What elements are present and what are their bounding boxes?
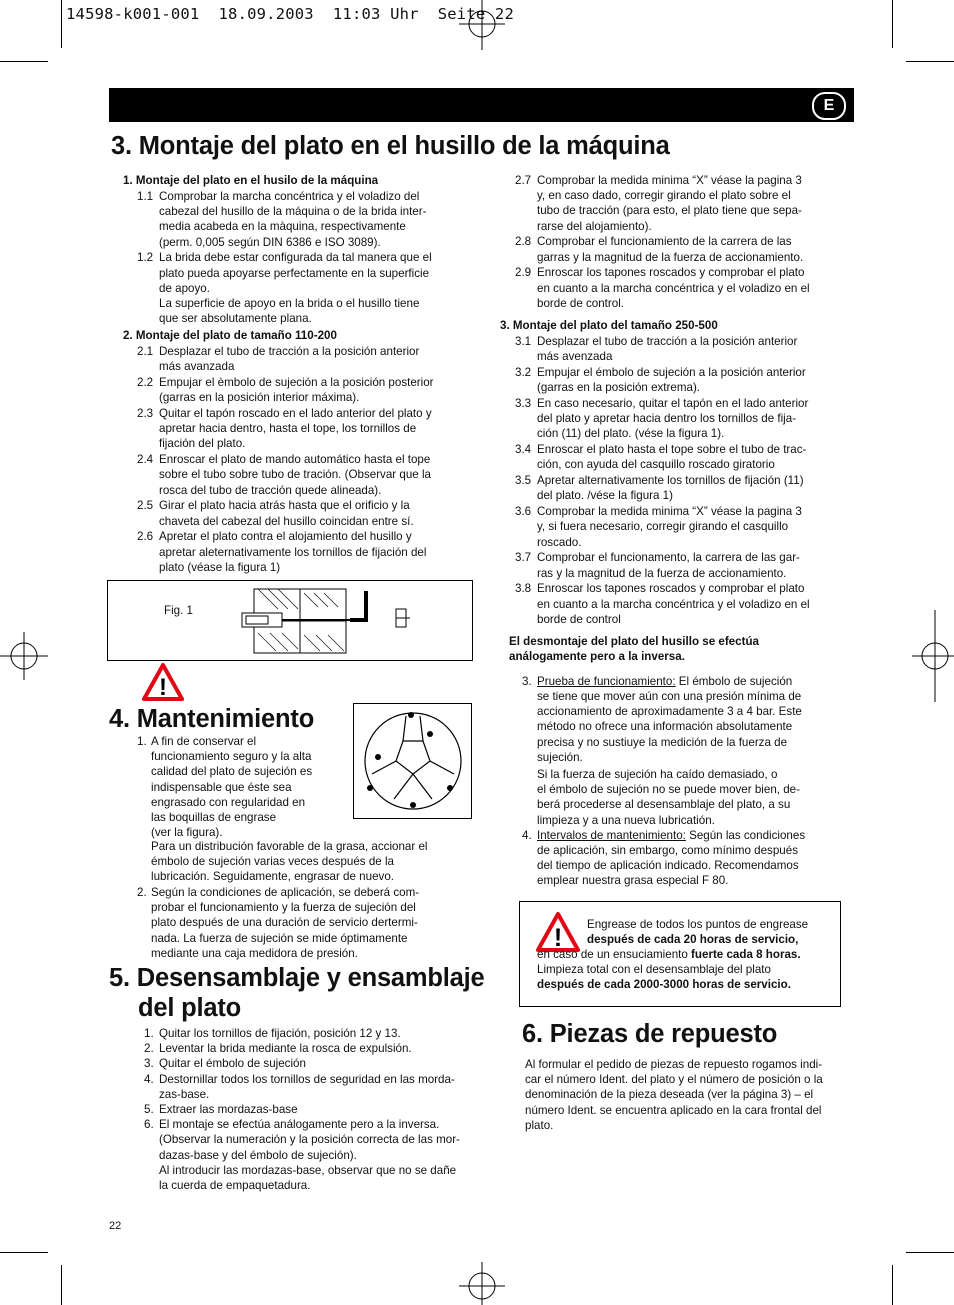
figure1-box bbox=[107, 580, 473, 661]
item-line: La brida debe estar configurada da tal manera que el bbox=[159, 251, 432, 265]
maint-item3-first bbox=[537, 674, 857, 689]
maint-item4-num: 4. bbox=[522, 829, 532, 842]
item-line: Comprobar el funcionamento, la carrera de las gar- bbox=[537, 551, 800, 565]
item-line: Apretar el plato contra el alojamiento del husillo y bbox=[159, 530, 412, 544]
item-line: ras y la magnitud de la fuerza de accionamiento. bbox=[537, 566, 787, 580]
item-number: 2.6 bbox=[137, 530, 154, 544]
maint-item1-num: 1. bbox=[137, 735, 147, 748]
item-line: borde de control bbox=[537, 612, 621, 626]
text-line: Al formular el pedido de piezas de repuesto rogamos indi- bbox=[525, 1058, 823, 1071]
item-line: Empujar el èmbolo de sujeción a la posición posterior bbox=[159, 376, 434, 389]
warn-line2: después de cada 20 horas de servicio, bbox=[587, 933, 799, 946]
item-line: y, en caso dado, corregir girando el plato sobre el bbox=[537, 189, 791, 203]
list-item bbox=[137, 498, 477, 528]
section5-title-line1: 5. Desensamblaje y ensamblaje bbox=[109, 964, 485, 992]
item-number: 2.1 bbox=[137, 345, 154, 358]
list-item bbox=[137, 344, 477, 374]
maint-item4-first-text: Según las condiciones bbox=[685, 829, 806, 842]
item-number: 6. bbox=[144, 1118, 154, 1132]
registration-mark-bottom bbox=[455, 1262, 509, 1305]
registration-mark-right bbox=[906, 606, 954, 706]
page-number: 22 bbox=[109, 1220, 122, 1232]
section6-text bbox=[525, 1057, 855, 1133]
item-line: borde de control. bbox=[537, 296, 625, 310]
list-item bbox=[515, 550, 855, 580]
item-line: Al introducir las mordazas-base, observar que no se dañe bbox=[159, 1163, 457, 1177]
item-number: 3. bbox=[144, 1057, 154, 1071]
item-line: Quitar los tornillos de fijación, posición 12 y 13. bbox=[159, 1027, 401, 1040]
maint-item1-extra bbox=[151, 839, 481, 885]
section6-title: 6. Piezas de repuesto bbox=[522, 1020, 778, 1048]
maint-item4-label: Intervalos de mantenimiento: bbox=[537, 829, 686, 842]
text-line: análogamente pero a la inversa. bbox=[509, 650, 685, 664]
sub2-continued-list bbox=[515, 173, 855, 312]
list-item bbox=[515, 334, 855, 364]
list-item bbox=[515, 365, 855, 395]
maint-item1 bbox=[151, 734, 351, 840]
warn-line1: Engrease de todos los puntos de engrease bbox=[587, 918, 809, 931]
list-item bbox=[515, 265, 855, 311]
item-number: 3.3 bbox=[515, 397, 532, 410]
item-line: (garras en la posición interior máxima). bbox=[159, 391, 360, 405]
item-line: apretar aleternativamente los tornillos de fijación del bbox=[159, 545, 427, 559]
item-line: que ser absolutamente plana. bbox=[159, 312, 312, 326]
list-item bbox=[515, 504, 855, 550]
list-item bbox=[515, 473, 855, 503]
text-line: engrasado con regularidad en bbox=[151, 795, 306, 809]
list-item bbox=[515, 234, 855, 264]
text-line: el émbolo de sujeción no se puede mover bien, de- bbox=[537, 783, 800, 797]
item-line: en cuanto a la marcha concéntrica y el voladizo en el bbox=[537, 597, 810, 611]
maint-item3-first-text: El émbolo de sujeción bbox=[675, 675, 793, 688]
item-line: plato (véase la figura 1) bbox=[159, 560, 281, 574]
dismount-note bbox=[509, 634, 849, 664]
text-line: del tiempo de aplicación indicado. Recomendamos bbox=[537, 859, 799, 873]
item-number: 2.5 bbox=[137, 499, 154, 513]
list-item bbox=[515, 396, 855, 442]
maint-item3-rest bbox=[537, 689, 857, 765]
item-line: cabezal del husillo de la máquina o de la brida inter- bbox=[159, 205, 427, 219]
item-line: Empujar el émbolo de sujeción a la posición anterior bbox=[537, 366, 806, 379]
item-number: 1.2 bbox=[137, 251, 154, 265]
item-line: chaveta del cabezal del husillo coincidan entre sí. bbox=[159, 514, 414, 528]
item-line: rarse del alojamiento). bbox=[537, 219, 652, 233]
warn-line3 bbox=[537, 947, 801, 962]
item-number: 2.4 bbox=[137, 453, 154, 467]
text-line: probar el funcionamiento y la fuerza de sujeción del bbox=[151, 901, 416, 915]
text-line: funcionamiento seguro y la alta bbox=[151, 750, 312, 764]
item-line: Enroscar el plato de mando automático hasta el tope bbox=[159, 453, 431, 467]
list-item bbox=[144, 1072, 504, 1102]
grease-nipple-figure bbox=[353, 703, 472, 819]
maint-item3-label: Prueba de funcionamiento: bbox=[537, 675, 676, 688]
item-line: y, si fuera necesario, corregir girando el casquillo bbox=[537, 520, 789, 534]
item-line: media acabeda en la màquina, respectivamente bbox=[159, 220, 406, 234]
text-line: El desmontaje del plato del husillo se efectúa bbox=[509, 635, 759, 648]
text-line: Para un distribución favorable de la grasa, accionar el bbox=[151, 840, 428, 853]
text-line: calidad del plato de sujeción es bbox=[151, 765, 313, 779]
item-line: tubo de tracción (para esto, el plato tiene que sepa- bbox=[537, 204, 802, 218]
item-line: Desplazar el tubo de tracción a la posición anterior bbox=[537, 335, 798, 348]
item-line: (garras en la posición extrema). bbox=[537, 381, 701, 395]
item-line: Extraer las mordazas-base bbox=[159, 1103, 298, 1117]
text-line: nada. La fuerza de sujeción se mide óptimamente bbox=[151, 931, 408, 945]
maint-item3-num: 3. bbox=[522, 675, 532, 688]
maint-item3-extra bbox=[537, 767, 857, 828]
item-number: 2.7 bbox=[515, 174, 532, 187]
maint-item2 bbox=[151, 885, 481, 961]
header-bar bbox=[109, 88, 854, 122]
text-line: plato. bbox=[525, 1118, 554, 1132]
list-item bbox=[137, 529, 477, 575]
lubrication-warning-box bbox=[519, 901, 841, 1007]
text-line: émbolo de sujeción varias veces después de la bbox=[151, 855, 394, 869]
item-line: zas-base. bbox=[159, 1087, 210, 1101]
text-line: las boquillas de engrase bbox=[151, 811, 277, 825]
item-line: Destornillar todos los tornillos de seguridad en las morda- bbox=[159, 1072, 455, 1086]
text-line: denominación de la pieza deseada (ver la página 3) – el bbox=[525, 1088, 814, 1102]
text-line: limpieza y a una nueva lubricatión. bbox=[537, 813, 715, 827]
section3-title: 3. Montaje del plato en el husillo de la máquina bbox=[111, 132, 670, 160]
warning-triangle-icon bbox=[536, 912, 580, 952]
item-number: 4. bbox=[144, 1072, 154, 1086]
list-item bbox=[144, 1102, 504, 1117]
item-line: Leventar la brida mediante la rosca de expulsión. bbox=[159, 1042, 412, 1056]
text-line: método no ofrece una información absolutamente bbox=[537, 720, 793, 734]
text-line: Según la condiciones de aplicación, se deberá com- bbox=[151, 886, 420, 899]
item-number: 3.1 bbox=[515, 335, 532, 348]
item-line: en cuanto a la marcha concéntrica y el voladizo en el bbox=[537, 281, 810, 295]
item-line: del plato y apretar hacia dentro los tornillos de fija- bbox=[537, 412, 797, 426]
item-number: 2.8 bbox=[515, 235, 532, 249]
warn-line3-bold: fuerte cada 8 horas. bbox=[691, 948, 801, 961]
list-item bbox=[144, 1026, 504, 1041]
item-line: apretar hacia dentro, hasta el tope, los tornillos de bbox=[159, 422, 417, 436]
item-line: Girar el plato hacia atrás hasta que el orificio y la bbox=[159, 499, 410, 513]
text-line: accionamiento de aproximadamente 3 a 4 bar. Este bbox=[537, 705, 802, 719]
text-line: Si la fuerza de sujeción ha caído demasiado, o bbox=[537, 768, 778, 781]
text-line: emplear nuestra grasa especial F 80. bbox=[537, 874, 729, 888]
registration-mark-top bbox=[455, 0, 509, 54]
item-line: En caso necesario, quitar el tapón en el lado anterior bbox=[537, 397, 809, 410]
item-number: 2.2 bbox=[137, 376, 154, 389]
item-number: 3.2 bbox=[515, 366, 532, 379]
item-line: Enroscar los tapones roscados y comprobar el plato bbox=[537, 266, 805, 280]
sub1-heading: 1. Montaje del plato en el husilo de la máquina bbox=[123, 174, 379, 187]
text-line: indispensable que éste sea bbox=[151, 780, 292, 794]
item-number: 3.5 bbox=[515, 474, 532, 488]
item-number: 3.6 bbox=[515, 505, 532, 519]
item-line: Comprobar el funcionamiento de la carrera de las bbox=[537, 235, 792, 249]
item-line: sobre el tubo sobre tubo de tración. (Observar que la bbox=[159, 468, 431, 482]
item-line: Comprobar la medida minima “X” véase la pagina 3 bbox=[537, 505, 802, 519]
svg-text:!: ! bbox=[159, 674, 167, 701]
list-item bbox=[144, 1117, 504, 1193]
item-line: ción, con ayuda del casquillo roscado giratorio bbox=[537, 458, 775, 472]
item-number: 5. bbox=[144, 1103, 154, 1117]
chuck-front-view-drawing bbox=[354, 704, 471, 818]
registration-mark-left bbox=[0, 628, 50, 684]
section4-title: 4. Mantenimiento bbox=[109, 705, 315, 733]
item-line: rosca del tubo de tracción quede alineada). bbox=[159, 483, 382, 497]
item-line: más avenzada bbox=[537, 350, 613, 364]
item-line: Enroscar el plato hasta el tope sobre el tubo de trac- bbox=[537, 443, 807, 457]
sub2-heading: 2. Montaje del plato de tamaño 110-200 bbox=[123, 329, 337, 342]
warn-line4: Limpieza total con el desensamblaje del plato bbox=[537, 963, 771, 976]
text-line: lubricación. Seguidamente, engrasar de nuevo. bbox=[151, 870, 394, 884]
text-line: plato después de una duración de servicio dertermi- bbox=[151, 916, 418, 930]
item-line: Desplazar el tubo de tracción a la posición anterior bbox=[159, 345, 420, 358]
item-line: (perm. 0,005 según DIN 6386 e ISO 3089). bbox=[159, 235, 381, 249]
item-line: Enroscar los tapones roscados y comprobar el plato bbox=[537, 582, 805, 596]
list-item bbox=[137, 452, 477, 498]
text-line: car el número Ident. del plato y el número de posición o la bbox=[525, 1073, 823, 1087]
item-line: la cuerda de empaquetadura. bbox=[159, 1179, 311, 1193]
item-line: La superficie de apoyo en la brida o el husillo tiene bbox=[159, 297, 420, 311]
item-line: dazas-base y del émbolo de sujeción). bbox=[159, 1148, 357, 1162]
item-line: garras y la magnitud de la fuerza de accionamiento. bbox=[537, 250, 804, 264]
section5-list bbox=[144, 1026, 504, 1193]
list-item bbox=[515, 581, 855, 627]
item-line: más avanzada bbox=[159, 360, 235, 374]
sub3-heading: 3. Montaje del plato del tamaño 250-500 bbox=[500, 319, 718, 332]
list-item bbox=[137, 189, 477, 250]
text-line: precisa y no sustiuye la medición de la fuerza de bbox=[537, 735, 788, 749]
item-number: 1.1 bbox=[137, 190, 154, 203]
list-item bbox=[144, 1041, 504, 1056]
item-number: 2. bbox=[144, 1042, 154, 1056]
language-badge: E bbox=[812, 92, 846, 120]
item-number: 3.7 bbox=[515, 551, 532, 565]
list-item bbox=[137, 406, 477, 452]
item-line: roscado. bbox=[537, 535, 582, 549]
maint-item4-first bbox=[537, 828, 857, 843]
item-line: de apoyo. bbox=[159, 281, 210, 295]
item-number: 2.9 bbox=[515, 266, 532, 280]
item-number: 2.3 bbox=[137, 407, 154, 420]
text-line: número Ident. se encuentra aplicado en la cara frontal del bbox=[525, 1103, 822, 1117]
item-number: 3.8 bbox=[515, 582, 532, 596]
svg-text:!: ! bbox=[553, 924, 563, 952]
list-item bbox=[144, 1056, 504, 1071]
item-line: ción (11) del plato. (vése la figura 1). bbox=[537, 427, 725, 441]
item-line: Quitar el tapón roscado en el lado anterior del plato y bbox=[159, 407, 432, 420]
warn-line5: después de cada 2000-3000 horas de servicio. bbox=[537, 978, 791, 991]
item-line: plato pueda apoyarse perfectamente en la superficie bbox=[159, 266, 430, 280]
item-line: fijación del plato. bbox=[159, 437, 246, 451]
text-line: mediante una caja medidora de presión. bbox=[151, 946, 358, 960]
figure1-label: Fig. 1 bbox=[164, 604, 193, 617]
item-line: Quitar el émbolo de sujeción bbox=[159, 1057, 306, 1071]
print-slug-line: 14598-k001-001 18.09.2003 11:03 Uhr Seite 22 bbox=[66, 5, 514, 23]
item-number: 3.4 bbox=[515, 443, 532, 457]
item-line: (Observar la numeración y la posición correcta de las mor- bbox=[159, 1133, 460, 1147]
text-line: sujeción. bbox=[537, 750, 583, 764]
item-line: El montaje se efectúa análogamente pero a la inversa. bbox=[159, 1118, 440, 1132]
text-line: berá procederse al desensamblaje del plato, a su bbox=[537, 798, 791, 812]
sub1-list bbox=[137, 189, 477, 327]
text-line: A fin de conservar el bbox=[151, 735, 257, 748]
list-item bbox=[137, 250, 477, 326]
text-line: de aplicación, sin embargo, como mínimo después bbox=[537, 844, 798, 857]
list-item bbox=[515, 442, 855, 472]
figure1-drawing bbox=[238, 587, 418, 655]
sub3-list bbox=[515, 334, 855, 628]
maint-item4-rest bbox=[537, 843, 857, 889]
sub2-list bbox=[137, 344, 477, 576]
item-line: Apretar alternativamente los tornillos de fijación (11) bbox=[537, 474, 804, 488]
text-line: se tiene que mover aún con una presión mínima de bbox=[537, 690, 802, 703]
item-line: Comprobar la medida minima “X” véase la pagina 3 bbox=[537, 174, 802, 187]
item-line: Comprobar la marcha concéntrica y el voladizo del bbox=[159, 190, 420, 203]
item-line: del plato. /vése la figura 1) bbox=[537, 489, 673, 503]
list-item bbox=[137, 375, 477, 405]
maint-item2-num: 2. bbox=[137, 886, 147, 899]
section5-title-line2: del plato bbox=[138, 994, 242, 1022]
item-number: 1. bbox=[144, 1027, 154, 1040]
text-line: (ver la figura). bbox=[151, 826, 223, 840]
warn-line3-text: en caso de un ensuciamiento bbox=[537, 948, 692, 961]
list-item bbox=[515, 173, 855, 234]
warning-triangle-icon bbox=[142, 663, 184, 701]
